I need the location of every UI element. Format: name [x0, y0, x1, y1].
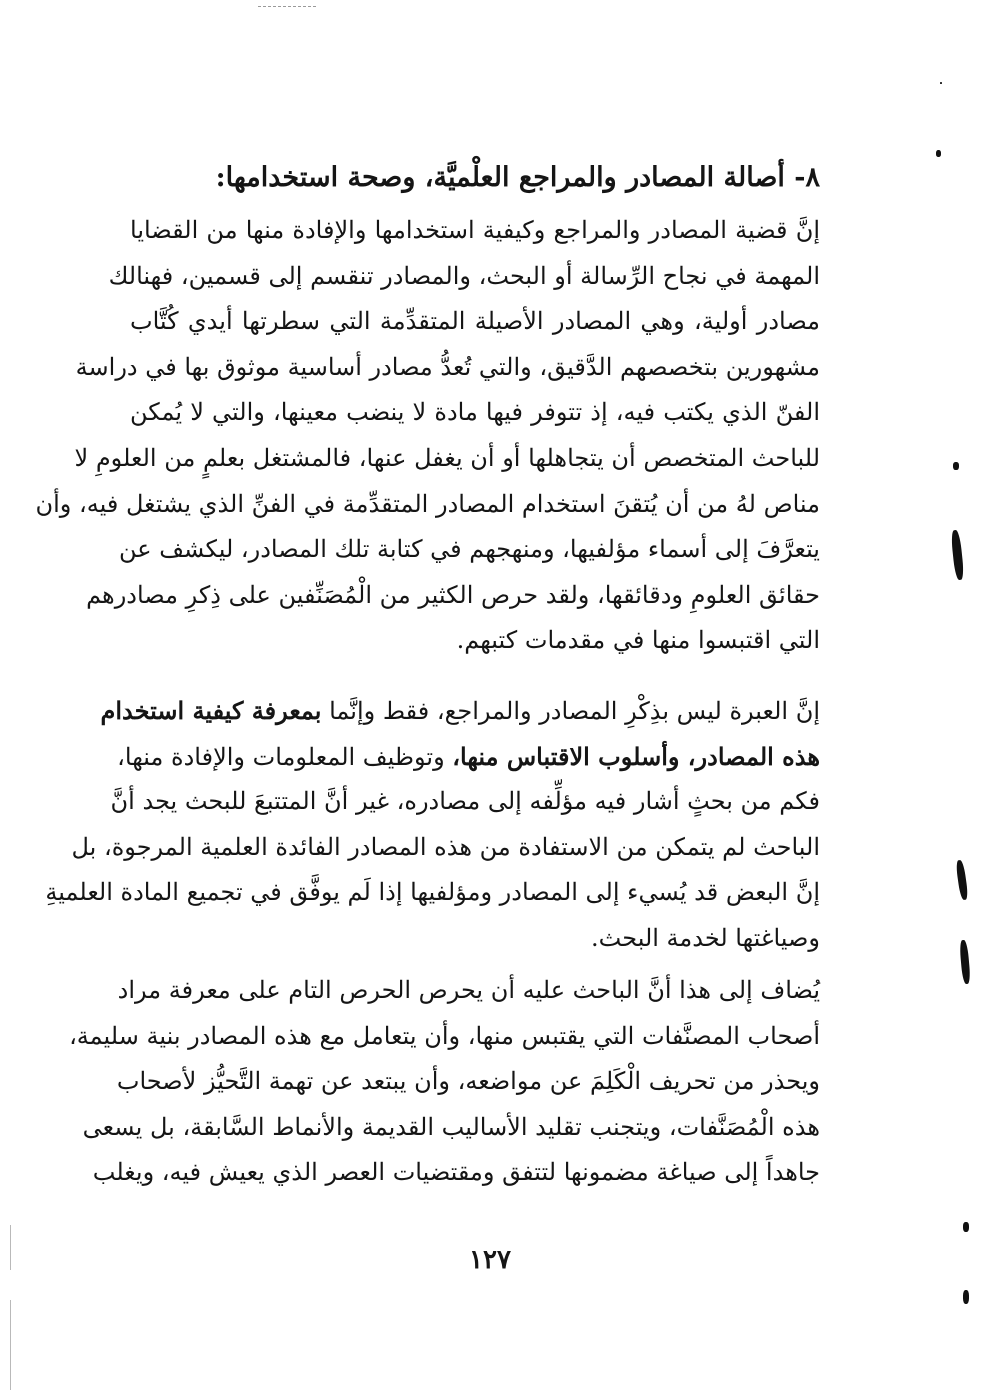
page-number: ١٢٧: [469, 1245, 511, 1275]
text-run: وتوظيف المعلومات والإفادة منها،: [117, 742, 453, 771]
scan-mark: [940, 82, 942, 84]
text-line: للباحث المتخصص أن يتجاهلها أو أن يغفل عنها، فالمشتغل بعلمٍ من العلومِ لا: [74, 443, 820, 472]
text-run: إنَّ العبرة ليس بذِكْرِ المصادر والمراجع، فقط وإنَّما: [321, 697, 820, 725]
text-line: يُضاف إلى هذا أنَّ الباحث عليه أن يحرص الحرص التام على معرفة مراد: [117, 976, 820, 1004]
text-line: إنَّ قضية المصادر والمراجع وكيفية استخدامها والإفادة منها من القضايا: [130, 216, 820, 244]
text-line: [100, 688, 820, 734]
text-line: إنَّ البعض قد يُسيء إلى المصادر ومؤلفيها إذا لَم يوفَّق في تجميع المادة العلميةِ: [45, 878, 820, 907]
scan-mark: [959, 940, 971, 985]
text-line: مصادر أولية، وهي المصادر الأصيلة المتقدِّمة التي سطرتها أيدي كُتَّاب: [130, 307, 820, 336]
text-line: الباحث لم يتمكن من الاستفادة من هذه المصادر الفائدة العلمية المرجوة، بل: [71, 832, 820, 861]
text-line: حقائق العلومِ ودقائقها، ولقد حرص الكثير من الْمُصَنِّفين على ذِكرِ مصادرهم: [86, 580, 820, 609]
text-line: هذه الْمُصَنَّفات، ويتجنب تقليد الأساليب القديمة والأنماط السَّابقة، بل يسعى: [82, 1112, 820, 1141]
text-line: فكم من بحثٍ أشار فيه مؤلِّفه إلى مصادره، غير أنَّ المتتبعَ للبحث يجد أنَّ: [110, 787, 820, 816]
text-line: وصياغتها لخدمة البحث.: [591, 923, 820, 952]
scan-edge: [10, 1225, 11, 1270]
text-line: التي اقتبسوا منها في مقدمات كتبهم.: [456, 626, 820, 655]
emphasis-text: بمعرفة كيفية استخدام: [100, 696, 322, 725]
text-line: أصحاب المصنَّفات التي يقتبس منها، وأن يتعامل مع هذه المصادر بنية سليمة،: [69, 1021, 820, 1050]
scan-mark: [936, 150, 941, 157]
paragraph-3: [69, 968, 820, 1196]
text-line: مشهورين بتخصصهم الدَّقيق، والتي تُعدُّ مصادر أساسية موثوق بها في دراسة: [75, 352, 820, 381]
text-line: الفنّ الذي يكتب فيه، إذ تتوفر فيها مادة لا ينضب معينها، والتي لا يُمكن: [130, 398, 820, 427]
text-line: يتعرَّفَ إلى أسماء مؤلفيها، ومنهجهم في كتابة تلك المصادر، ليكشف عن: [118, 535, 820, 564]
text-line: مناص لهُ من أن يُتقنَ استخدام المصادر المتقدِّمة في الفنِّ الذي يشتغل فيه، وأن: [35, 489, 820, 518]
text-line: [117, 734, 820, 780]
text-line: المهمة في نجاح الرِّسالة أو البحث، والمصادر تنقسم إلى قسمين، فهنالك: [108, 261, 820, 290]
text-line: جاهداً إلى صياغة مضمونها لتتفق ومقتضيات العصر الذي يعيش فيه، ويغلب: [92, 1158, 820, 1187]
top-divider: [258, 6, 316, 7]
paragraph-2: [45, 688, 820, 962]
scan-mark: [955, 860, 968, 901]
text-line: ويحذر من تحريف الْكَلِمَ عن مواضعه، وأن يبتعد عن تهمة التَّحيُّز لأصحاب: [116, 1067, 820, 1096]
scan-mark: [963, 1290, 969, 1304]
scan-mark: [963, 1222, 969, 1232]
emphasis-text: هذه المصادر، وأسلوب الاقتباس منها،: [452, 741, 820, 771]
scan-mark: [950, 530, 964, 581]
scan-edge: [10, 1300, 11, 1390]
scan-mark: [953, 462, 959, 470]
paragraph-1: [35, 208, 820, 664]
section-heading: ٨- أصالة المصادر والمراجع العلْميَّة، وصحة استخدامها:: [215, 162, 820, 193]
